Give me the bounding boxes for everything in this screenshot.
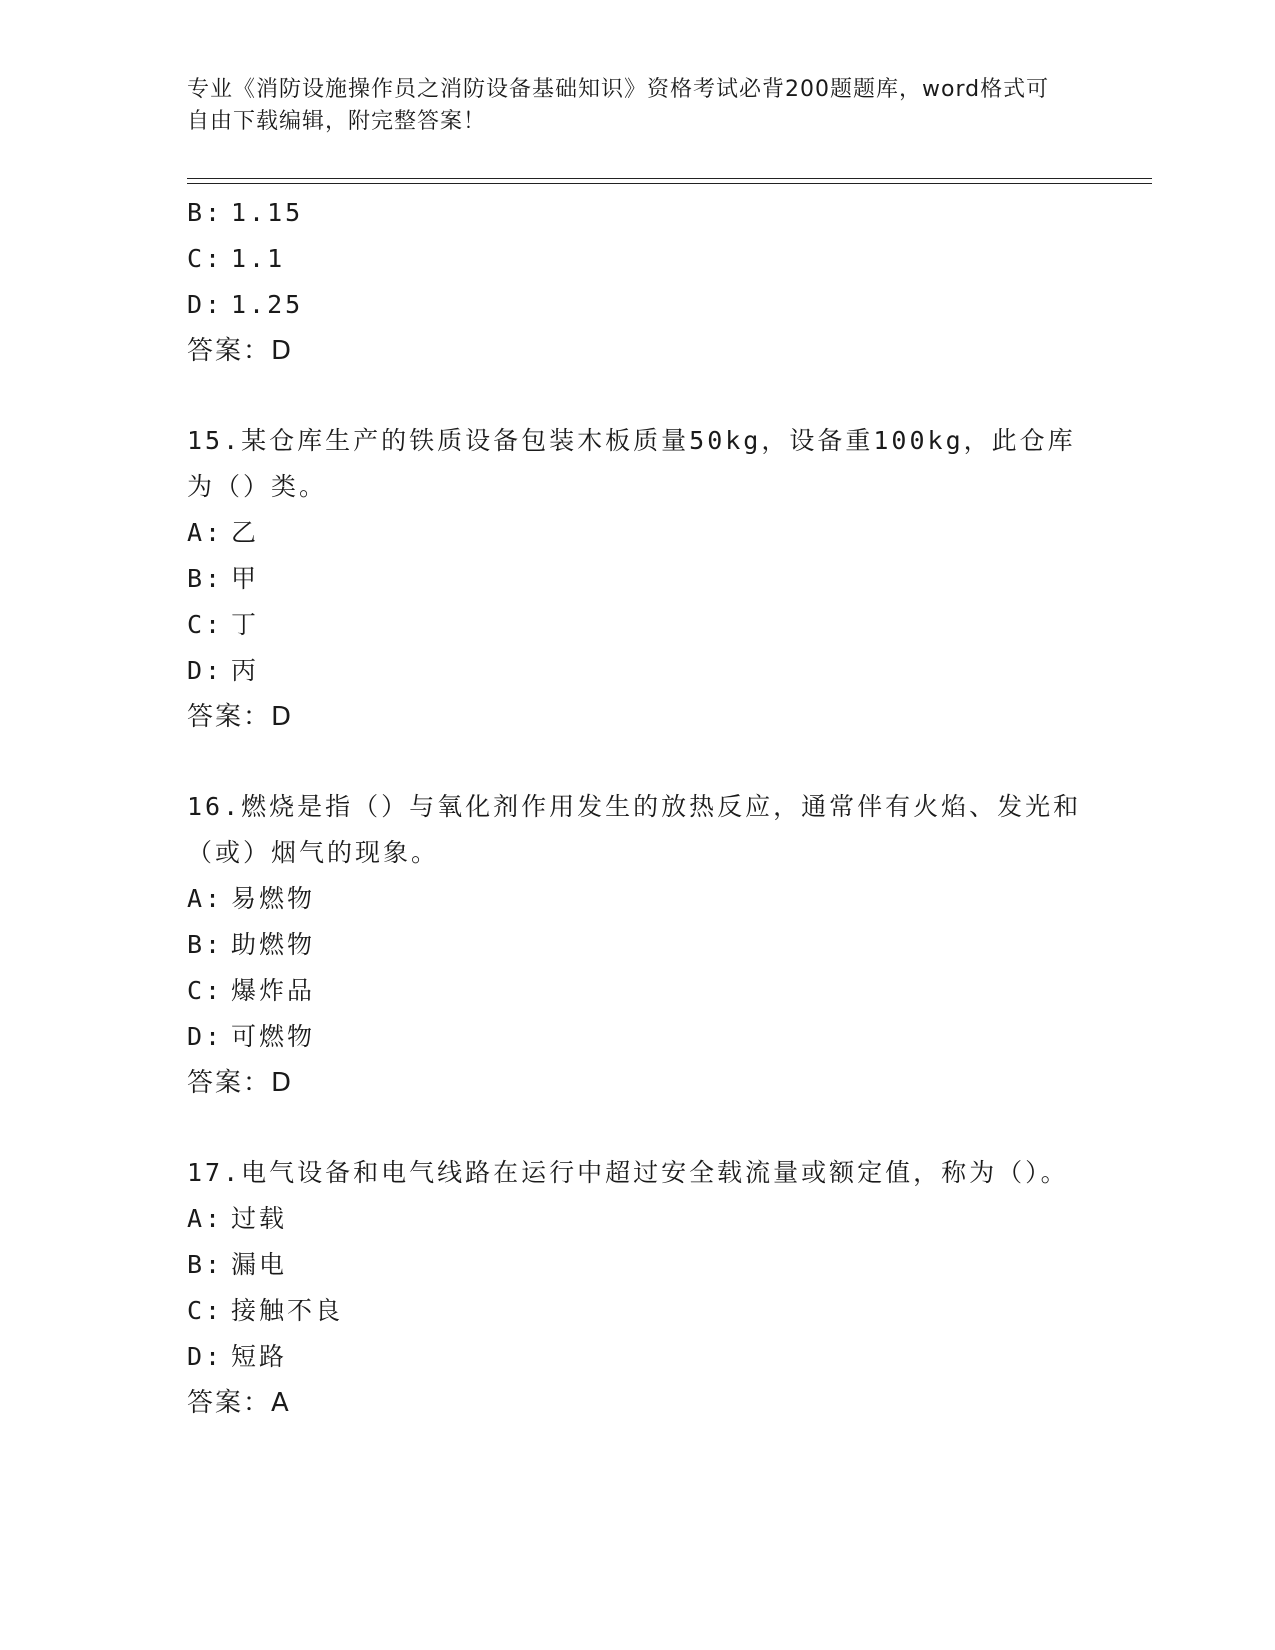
option-key: B: <box>187 564 224 593</box>
option-row <box>187 876 1087 922</box>
option-key: B: <box>187 1250 224 1279</box>
answer-line: 答案：D <box>187 1068 294 1098</box>
option-key: D: <box>187 656 224 685</box>
option-row <box>187 282 1087 328</box>
option-row <box>187 1242 1087 1288</box>
option-row <box>187 1196 1087 1242</box>
option-text: 1.15 <box>231 198 304 227</box>
question-block-15 <box>187 418 1087 740</box>
option-key: A: <box>187 518 224 547</box>
option-row <box>187 1014 1087 1060</box>
answer-line: 答案：A <box>187 1388 291 1418</box>
question-block-16 <box>187 784 1087 1106</box>
option-text: 丙 <box>231 656 260 685</box>
question-text: 16.燃烧是指（）与氧化剂作用发生的放热反应，通常伴有火焰、发光和（或）烟气的现象。 <box>187 792 1082 867</box>
option-key: B: <box>187 198 224 227</box>
header-rule-bottom <box>187 183 1152 184</box>
option-text: 爆炸品 <box>231 976 316 1005</box>
option-text: 乙 <box>231 518 260 547</box>
option-key: C: <box>187 244 224 273</box>
option-text: 接触不良 <box>231 1296 344 1325</box>
option-key: B: <box>187 930 224 959</box>
option-text: 1.1 <box>231 244 286 273</box>
option-key: D: <box>187 290 224 319</box>
option-row <box>187 510 1087 556</box>
option-text: 丁 <box>231 610 260 639</box>
header-rule-top <box>187 178 1152 179</box>
option-text: 助燃物 <box>231 930 316 959</box>
option-text: 甲 <box>231 564 260 593</box>
document-body <box>187 190 1087 1426</box>
option-key: D: <box>187 1022 224 1051</box>
option-row <box>187 1334 1087 1380</box>
question-text: 15.某仓库生产的铁质设备包装木板质量50kg，设备重100kg，此仓库为（）类。 <box>187 426 1076 501</box>
answer-line: 答案：D <box>187 702 294 732</box>
option-row <box>187 922 1087 968</box>
option-key: A: <box>187 884 224 913</box>
option-text: 1.25 <box>231 290 304 319</box>
answer-line: 答案：D <box>187 336 294 366</box>
option-key: C: <box>187 976 224 1005</box>
option-row <box>187 236 1087 282</box>
option-text: 易燃物 <box>231 884 316 913</box>
question-block-17 <box>187 1150 1087 1426</box>
option-row <box>187 190 1087 236</box>
option-text: 短路 <box>231 1342 288 1371</box>
option-row <box>187 648 1087 694</box>
option-row <box>187 968 1087 1014</box>
option-key: C: <box>187 610 224 639</box>
option-text: 过载 <box>231 1204 288 1233</box>
prev-question-block <box>187 190 1087 374</box>
option-key: A: <box>187 1204 224 1233</box>
option-text: 漏电 <box>231 1250 288 1279</box>
option-row <box>187 556 1087 602</box>
option-text: 可燃物 <box>231 1022 316 1051</box>
option-row <box>187 602 1087 648</box>
question-text: 17.电气设备和电气线路在运行中超过安全载流量或额定值，称为（）。 <box>187 1158 1069 1187</box>
option-key: C: <box>187 1296 224 1325</box>
document-header: 专业《消防设施操作员之消防设备基础知识》资格考试必背200题题库，word格式可自由下载编辑，附完整答案！ <box>187 77 1050 134</box>
option-key: D: <box>187 1342 224 1371</box>
option-row <box>187 1288 1087 1334</box>
